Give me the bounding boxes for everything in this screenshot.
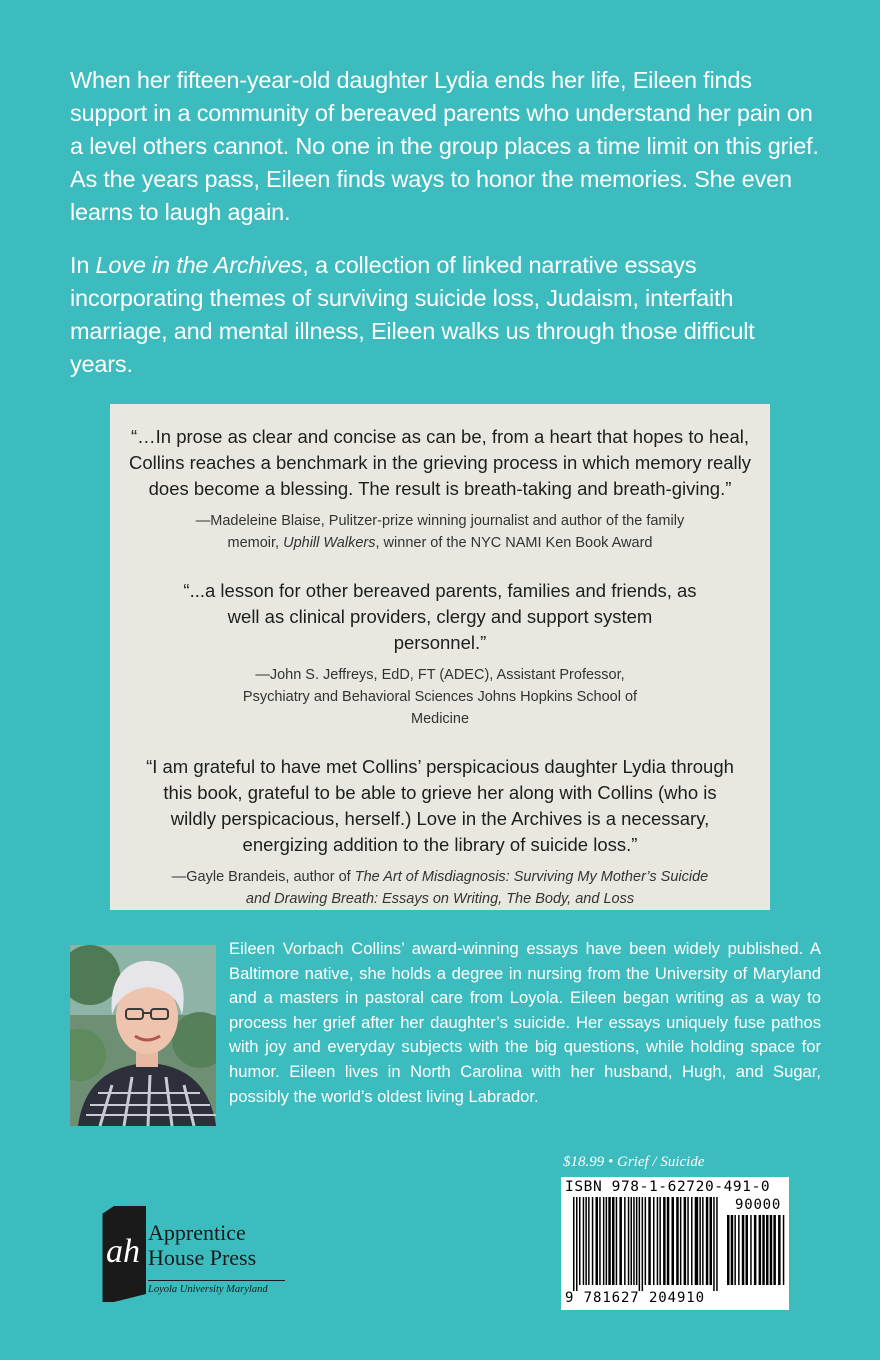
barcode-bar <box>583 1197 585 1285</box>
barcode-bar <box>667 1197 670 1285</box>
publisher-rule <box>148 1280 285 1281</box>
barcode-bar <box>663 1197 666 1285</box>
barcode-bar <box>731 1215 734 1285</box>
barcode-bar <box>742 1215 745 1285</box>
barcode-bar <box>588 1197 590 1285</box>
barcode-bar <box>573 1197 575 1291</box>
book-title: Love in the Archives <box>95 252 303 278</box>
barcode-bar <box>702 1197 704 1285</box>
barcode-bar <box>754 1215 757 1285</box>
price-category: $18.99 • Grief / Suicide <box>563 1154 705 1170</box>
barcode-addon-digits: 90000 <box>735 1197 782 1213</box>
barcode-bar <box>734 1215 736 1285</box>
barcode-bar <box>783 1215 785 1285</box>
barcode-bar <box>778 1215 781 1285</box>
barcode-bar <box>695 1197 699 1285</box>
barcode-bar <box>653 1197 655 1285</box>
author-bio: Eileen Vorbach Collins’ award-winning essays have been widely published. A Baltimore native, she holds a degree in nursing from the University of Maryland and a masters in pastoral care from Loyola. Eileen began writing as a way to process her grief after her daughter’s suicide. Her essays uniquely fuse pathos with joy and everyday subjects with the big questions, while holding space for humor. Eileen lives in North Carolina with her husband, Hugh, and Sugar, possibly the world’s oldest living Labrador. <box>229 939 821 1106</box>
endorsement <box>128 578 752 730</box>
barcode-bar <box>628 1197 630 1285</box>
barcode-bar <box>672 1197 675 1285</box>
barcode-bar <box>762 1215 765 1285</box>
author-portrait-illustration <box>70 945 216 1126</box>
barcode-bar <box>691 1197 693 1285</box>
blurb-paragraph-1: When her fifteen-year-old daughter Lydia ends her life, Eileen finds support in a community of bereaved parents who understand her pain on a level others cannot. No one in the group places a time limit on this grief. As the years pass, Eileen finds ways to honor the memories. She even learns to laugh again. <box>70 67 819 225</box>
barcode-bar <box>710 1197 713 1285</box>
barcode-bar <box>636 1197 638 1285</box>
author-photo <box>70 945 216 1126</box>
barcode-bar <box>716 1197 718 1291</box>
barcode-bar <box>773 1215 776 1285</box>
publisher-affiliation: Loyola University Maryland <box>148 1284 268 1295</box>
isbn-barcode <box>561 1177 789 1310</box>
barcode-bar <box>585 1197 587 1285</box>
barcode-bar <box>738 1215 740 1285</box>
back-cover-blurb <box>70 64 820 401</box>
barcode-bar <box>639 1197 641 1291</box>
barcode-bar <box>648 1197 651 1285</box>
barcode-bar <box>676 1197 679 1285</box>
barcode-bar <box>631 1197 633 1285</box>
endorsements-panel <box>110 404 770 910</box>
barcode-bar <box>624 1197 626 1285</box>
barcode-bar <box>599 1197 601 1285</box>
barcode-bar <box>770 1215 773 1285</box>
barcode-bar <box>727 1215 730 1285</box>
endorsement-attribution: —Gayle Brandeis, author of The Art of Misdiagnosis: Surviving My Mother’s Suicide and Drawing Breath: Essays on Writing, The Body, and Loss <box>171 869 709 907</box>
endorsement <box>128 754 752 910</box>
barcode-bar <box>619 1197 622 1285</box>
isbn-label: ISBN 978-1-62720-491-0 <box>565 1179 771 1195</box>
barcode-bar <box>592 1197 594 1285</box>
endorsement <box>128 424 752 554</box>
barcode-bar <box>684 1197 687 1285</box>
barcode-bar <box>706 1197 709 1285</box>
barcode-bar <box>699 1197 701 1285</box>
barcode-bar <box>642 1197 644 1291</box>
barcode-bar <box>766 1215 769 1285</box>
barcode-bar <box>576 1197 578 1291</box>
ean-digits: 9 781627 204910 <box>565 1290 705 1306</box>
barcode-bar <box>612 1197 615 1285</box>
endorsement-text: “I am grateful to have met Collins’ perspicacious daughter Lydia through this book, grateful to be able to grieve her along with Collins (who is wildly perspicacious, herself.) Love in the Archives is a necessary, energizing addition to the library of suicide loss.” <box>146 756 734 855</box>
barcode-bar <box>608 1197 611 1285</box>
barcode-bar <box>657 1197 659 1285</box>
endorsement-attribution: —Madeleine Blaise, Pulitzer-prize winning journalist and author of the family memoir, Uphill Walkers, winner of the NYC NAMI Ken Book Award <box>195 513 685 551</box>
blurb-paragraph-2: In Love in the Archives, a collection of linked narrative essays incorporating themes of surviving suicide loss, Judaism, interfaith marriage, and mental illness, Eileen walks us through those difficult years. <box>70 252 755 377</box>
book-monogram-icon <box>96 1206 146 1302</box>
barcode-bar <box>616 1197 618 1285</box>
barcode-bar <box>579 1197 581 1285</box>
endorsement-attribution: —John S. Jeffreys, EdD, FT (ADEC), Assistant Professor, Psychiatry and Behavioral Sciences Johns Hopkins School of Medicine <box>242 667 638 727</box>
barcode-bar <box>596 1197 599 1285</box>
barcode-bar <box>680 1197 682 1285</box>
barcode-bar <box>759 1215 762 1285</box>
barcode-bar <box>687 1197 689 1285</box>
barcode-bar <box>659 1197 661 1285</box>
barcode-bar <box>713 1197 715 1291</box>
publisher-name: Apprentice House Press <box>148 1220 257 1270</box>
endorsement-text: “...a lesson for other bereaved parents, families and friends, as well as clinical providers, clergy and support system personnel.” <box>183 580 697 653</box>
barcode-bar <box>633 1197 635 1285</box>
endorsement-text: “…In prose as clear and concise as can be, from a heart that hopes to heal, Collins reaches a benchmark in the grieving process in which memory really does become a blessing. The result is breath-taking and breath-giving.” <box>128 426 752 499</box>
publisher-monogram: ah <box>106 1233 140 1270</box>
barcode-bar <box>750 1215 752 1285</box>
barcode-bar <box>746 1215 749 1285</box>
publisher-logo <box>96 1206 268 1307</box>
barcode-bar <box>606 1197 608 1285</box>
barcode-bar <box>645 1197 647 1285</box>
barcode-bar <box>603 1197 605 1285</box>
